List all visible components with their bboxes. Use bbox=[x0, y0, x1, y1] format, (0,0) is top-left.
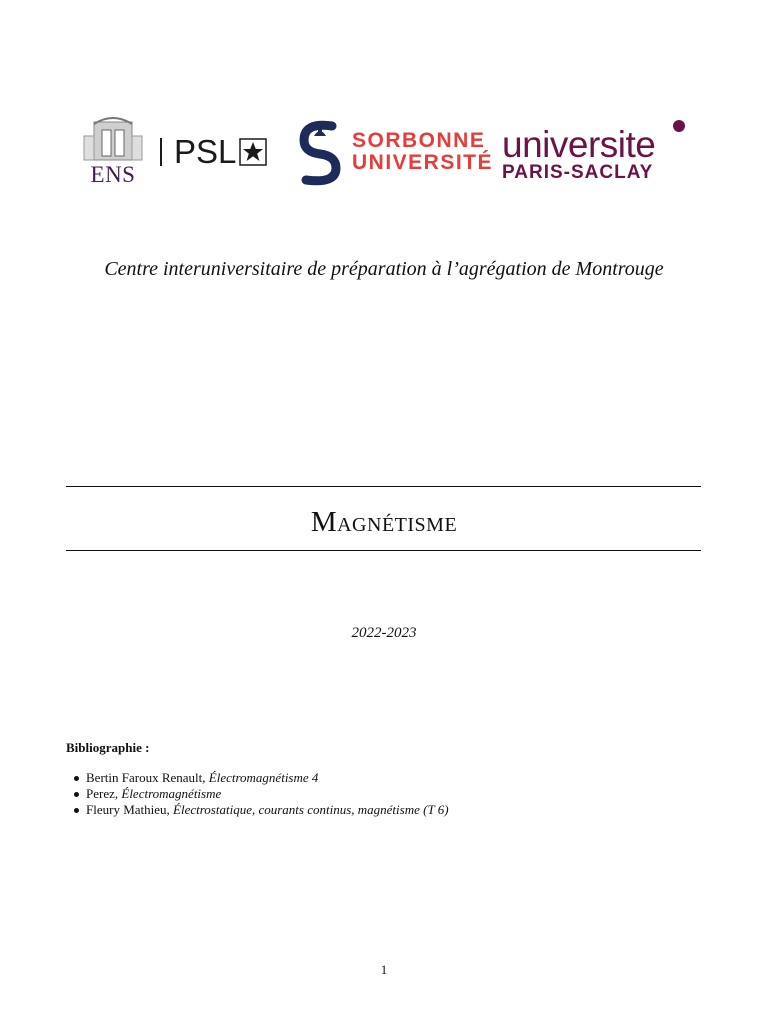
document-title: Magnétisme bbox=[310, 506, 458, 538]
ens-logo-text: ENS bbox=[90, 162, 136, 187]
sorbonne-s-icon bbox=[296, 114, 344, 188]
bibliography-item bbox=[74, 770, 449, 786]
bibliography-list bbox=[74, 770, 449, 818]
logo-band bbox=[0, 112, 768, 192]
bibliography-item bbox=[74, 786, 449, 802]
title-rule-bottom bbox=[66, 550, 701, 551]
sorbonne-line-2: UNIVERSITÉ bbox=[352, 151, 494, 174]
bibliography-author: Fleury Mathieu, bbox=[86, 802, 174, 817]
bibliography-author: Bertin Faroux Renault, bbox=[86, 770, 209, 785]
psl-logo-text: PSL bbox=[174, 133, 237, 170]
bibliography-work: Électrostatique, courants continus, magnétisme (T 6) bbox=[173, 802, 449, 817]
bibliography-author: Perez, bbox=[86, 786, 122, 801]
star-icon bbox=[238, 137, 268, 167]
academic-year: 2022-2023 bbox=[351, 625, 417, 641]
bibliography-work: Électromagnétisme 4 bbox=[208, 770, 319, 785]
paris-saclay-dot-icon bbox=[673, 120, 685, 132]
psl-divider bbox=[160, 138, 162, 166]
sorbonne-logo-text bbox=[352, 130, 493, 174]
paris-saclay-logo-bottom: PARIS-SACLAY bbox=[502, 162, 654, 183]
bibliography-item bbox=[74, 802, 449, 818]
psl-logo bbox=[160, 134, 268, 170]
page-number: 1 bbox=[380, 962, 388, 977]
title-rule-top bbox=[66, 486, 701, 487]
institution-subtitle: Centre interuniversitaire de préparation à l’agrégation de Montrouge bbox=[104, 258, 664, 280]
sorbonne-line-1: SORBONNE bbox=[352, 129, 486, 152]
bibliography-work: Électromagnétisme bbox=[121, 786, 222, 801]
paris-saclay-logo-top: universite bbox=[502, 124, 656, 165]
bibliography-heading: Bibliographie : bbox=[66, 740, 150, 755]
